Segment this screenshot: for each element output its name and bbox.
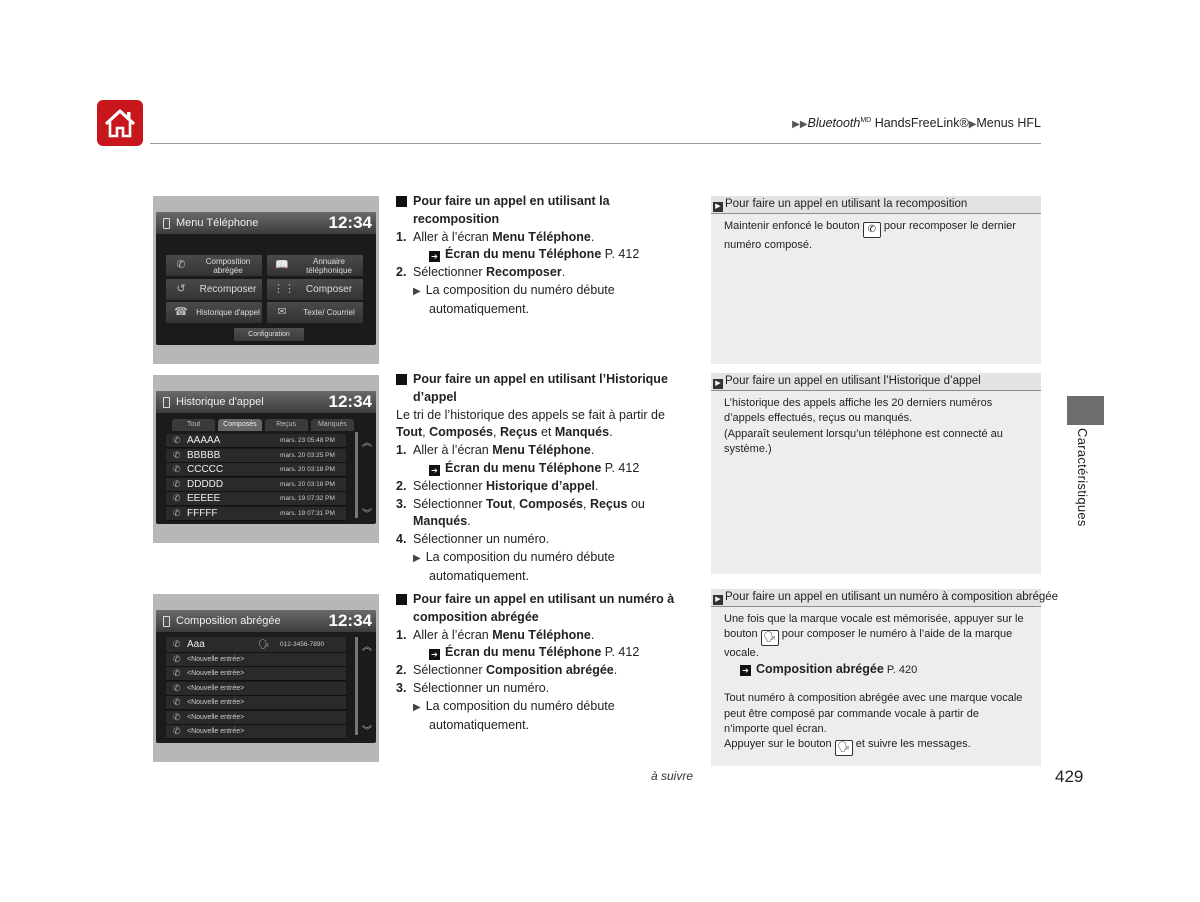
cross-reference[interactable]: ➔ Écran du menu Téléphone P. 412 [396, 644, 696, 662]
chapter-label: Caractéristiques [1075, 428, 1090, 527]
list-item[interactable]: ✆ <Nouvelle entrée> [166, 682, 346, 696]
scrollbar[interactable] [355, 432, 358, 518]
screen-title: Composition abrégée [176, 615, 281, 627]
list-item[interactable]: ✆ AAAAA mars. 23 05:48 PM [166, 434, 346, 448]
header-divider [150, 143, 1041, 144]
section-composition-abregee: Pour faire un appel en utilisant un numéro à composition abrégée 1. Aller à l’écran Menu Téléphone. ➔ Écran du menu Téléphone P. 412 2. Sélectionner Composition abrégée. 3. Sélectionner un numéro. ▶ La composition du numéro débute automatiquement. [396, 591, 696, 734]
list-item[interactable]: ✆ FFFFF mars. 19 07:31 PM [166, 507, 346, 521]
phone-icon [163, 218, 170, 229]
breadcrumb-md-sup: MD [860, 116, 872, 124]
cross-reference[interactable]: ➔ Composition abrégée P. 420 [724, 662, 1029, 678]
clock: 12:34 [328, 213, 372, 232]
phone-icon: ✆ [173, 464, 181, 474]
screen-menu-telephone [153, 196, 379, 364]
reference-arrow-icon: ➔ [429, 251, 440, 262]
continued-label: à suivre [651, 769, 694, 783]
reference-arrow-icon: ➔ [429, 465, 440, 476]
note-arrow-icon: ▶ [713, 595, 723, 605]
phone-icon: ✆ [173, 668, 181, 678]
history-tabs [172, 419, 354, 431]
note-arrow-icon: ▶ [713, 379, 723, 389]
section-recomposition: Pour faire un appel en utilisant la recomposition 1. Aller à l’écran Menu Téléphone. ➔ Écran du menu Téléphone P. 412 2. Sélectionner Recomposer. ▶ La composition du numéro débute automatiquement. [396, 193, 696, 319]
breadcrumb-bluetooth[interactable]: Bluetooth [807, 116, 861, 130]
list-item[interactable]: ✆ <Nouvelle entrée> [166, 711, 346, 725]
phone-icon: ✆ [173, 508, 181, 518]
scroll-down-icon[interactable]: ︾ [362, 726, 372, 737]
voice-tag-icon: 🗣 [258, 639, 270, 649]
reference-arrow-icon: ➔ [429, 649, 440, 660]
cross-reference[interactable]: ➔ Écran du menu Téléphone P. 412 [396, 246, 696, 264]
tab-manques[interactable]: Manqués [311, 419, 354, 431]
cross-reference[interactable]: ➔ Écran du menu Téléphone P. 412 [396, 460, 696, 478]
scroll-down-icon[interactable]: ︾ [362, 509, 372, 520]
breadcrumb-hfl[interactable]: HandsFreeLink® [871, 116, 969, 130]
result-arrow-icon: ▶ [413, 552, 421, 564]
configuration-button[interactable]: Configuration [234, 328, 304, 341]
speed-dial-icon: ✆ [176, 259, 186, 271]
phone-icon [163, 616, 170, 627]
chapter-tab[interactable] [1067, 396, 1104, 425]
envelope-icon: ✉ [277, 306, 287, 318]
clock: 12:34 [328, 392, 372, 411]
list-item[interactable]: ✆ DDDDD mars. 20 03:18 PM [166, 478, 346, 492]
phone-icon: ✆ [173, 726, 181, 736]
section-historique: Pour faire un appel en utilisant l’Historique d’appel Le tri de l’historique des appels se fait à partir de Tout, Composés, Reçus et Manqués. 1. Aller à l’écran Menu Téléphone. ➔ Écran du menu Téléphone P. 412 2. Sélectionner Historique d’appel. 3. Sélectionner Tout, Composés, Reçus ou Manqués. 4. Sélectionner un numéro. ▶ La composition du numéro débute automatiquement. [396, 371, 696, 586]
phone-icon: ✆ [173, 639, 181, 649]
list-item[interactable]: ✆ <Nouvelle entrée> [166, 725, 346, 739]
phonebook-icon: 📖 [275, 259, 289, 271]
note-heading: ▶ Pour faire un appel en utilisant la recomposition [711, 196, 1041, 214]
section-heading: Pour faire un appel en utilisant un numéro à [396, 591, 696, 609]
screen-historique [153, 375, 379, 543]
section-heading: Pour faire un appel en utilisant la recomposition [396, 193, 696, 229]
note-heading: ▶ Pour faire un appel en utilisant l’Historique d’appel [711, 373, 1041, 391]
result-arrow-icon: ▶ [413, 701, 421, 713]
note-heading: ▶ Pour faire un appel en utilisant un numéro à composition abrégée [711, 589, 1041, 607]
phone-icon: ✆ [173, 435, 181, 445]
dial-button[interactable]: ⋮⋮ Composer [267, 279, 363, 300]
list-item[interactable]: ✆ Aaa 🗣 012-3456-7890 [166, 637, 346, 653]
phone-icon [163, 397, 170, 408]
phone-icon: ✆ [173, 654, 181, 664]
phone-button-icon: ✆ [863, 222, 881, 238]
note-arrow-icon: ▶ [713, 202, 723, 212]
phone-icon: ✆ [173, 493, 181, 503]
speed-dial-button[interactable]: ✆ Composition abrégée [166, 255, 262, 276]
home-icon[interactable] [97, 100, 143, 146]
list-item[interactable]: ✆ CCCCC mars. 20 03:18 PM [166, 463, 346, 477]
note-recomposition: ▶ Pour faire un appel en utilisant la recomposition Maintenir enfoncé le bouton ✆ pour recomposer le dernier numéro composé. [711, 196, 1041, 364]
clock: 12:34 [328, 611, 372, 630]
phone-icon: ✆ [173, 683, 181, 693]
phonebook-button[interactable]: 📖 Annuaire téléphonique [267, 255, 363, 276]
redial-icon: ↺ [176, 283, 186, 295]
phone-icon: ✆ [173, 450, 181, 460]
result-arrow-icon: ▶ [413, 285, 421, 297]
redial-button[interactable]: ↺ Recomposer [166, 279, 262, 300]
phone-icon: ✆ [173, 712, 181, 722]
scroll-up-icon[interactable]: ︽ [362, 642, 372, 653]
phone-icon: ✆ [173, 479, 181, 489]
breadcrumb-menus[interactable]: Menus HFL [976, 116, 1041, 130]
scrollbar[interactable] [355, 637, 358, 735]
breadcrumb: ▶▶Bluetooth$^{MD}$ HandsFreeLink®▶Menus HFL [792, 116, 1041, 130]
keypad-icon: ⋮⋮ [273, 283, 295, 295]
voice-talk-button-icon: 🗣 [835, 740, 853, 756]
list-item[interactable]: ✆ <Nouvelle entrée> [166, 653, 346, 667]
voice-talk-button-icon: 🗣 [761, 630, 779, 646]
screen-title: Menu Téléphone [176, 217, 259, 229]
scroll-up-icon[interactable]: ︽ [362, 438, 372, 449]
screen-composition-abregee [153, 594, 379, 762]
list-item[interactable]: ✆ <Nouvelle entrée> [166, 696, 346, 710]
note-composition-abregee: ▶ Pour faire un appel en utilisant un numéro à composition abrégée Une fois que la marque vocale est mémorisée, appuyer sur le bouton 🗣 pour composer le numéro à l’aide de la marque vocale. ➔ Composition abrégée P. 420 Tout numéro à composition abrégée avec une marque vocale peut être composé par commande vocale à partir de n’importe quel écran. Appuyer sur le bouton 🗣 et suivre les messages. [711, 589, 1041, 766]
tab-recus[interactable]: Reçus [265, 419, 308, 431]
page-number: 429 [1055, 767, 1084, 786]
reference-arrow-icon: ➔ [740, 665, 751, 676]
call-history-icon: ☎ [174, 306, 188, 318]
section-heading: Pour faire un appel en utilisant l’Historique [396, 371, 696, 389]
call-history-button[interactable]: ☎ Historique d'appel [166, 302, 262, 323]
phone-icon: ✆ [173, 697, 181, 707]
list-item[interactable]: ✆ BBBBB mars. 20 03:25 PM [166, 449, 346, 463]
note-historique: ▶ Pour faire un appel en utilisant l’Historique d’appel L’historique des appels affiche les 20 derniers numéros d’appels effectués, reçus ou manqués. (Apparaît seulement lorsqu’un téléphone est connecté au système.) [711, 373, 1041, 574]
text-message-button[interactable]: ✉ Texte/ Courriel [267, 302, 363, 323]
tab-tout[interactable]: Tout [172, 419, 215, 431]
screen-title: Historique d'appel [176, 396, 264, 408]
list-item[interactable]: ✆ <Nouvelle entrée> [166, 667, 346, 681]
list-item[interactable]: ✆ EEEEE mars. 19 07:32 PM [166, 492, 346, 506]
tab-composes[interactable]: Composés [218, 419, 261, 431]
